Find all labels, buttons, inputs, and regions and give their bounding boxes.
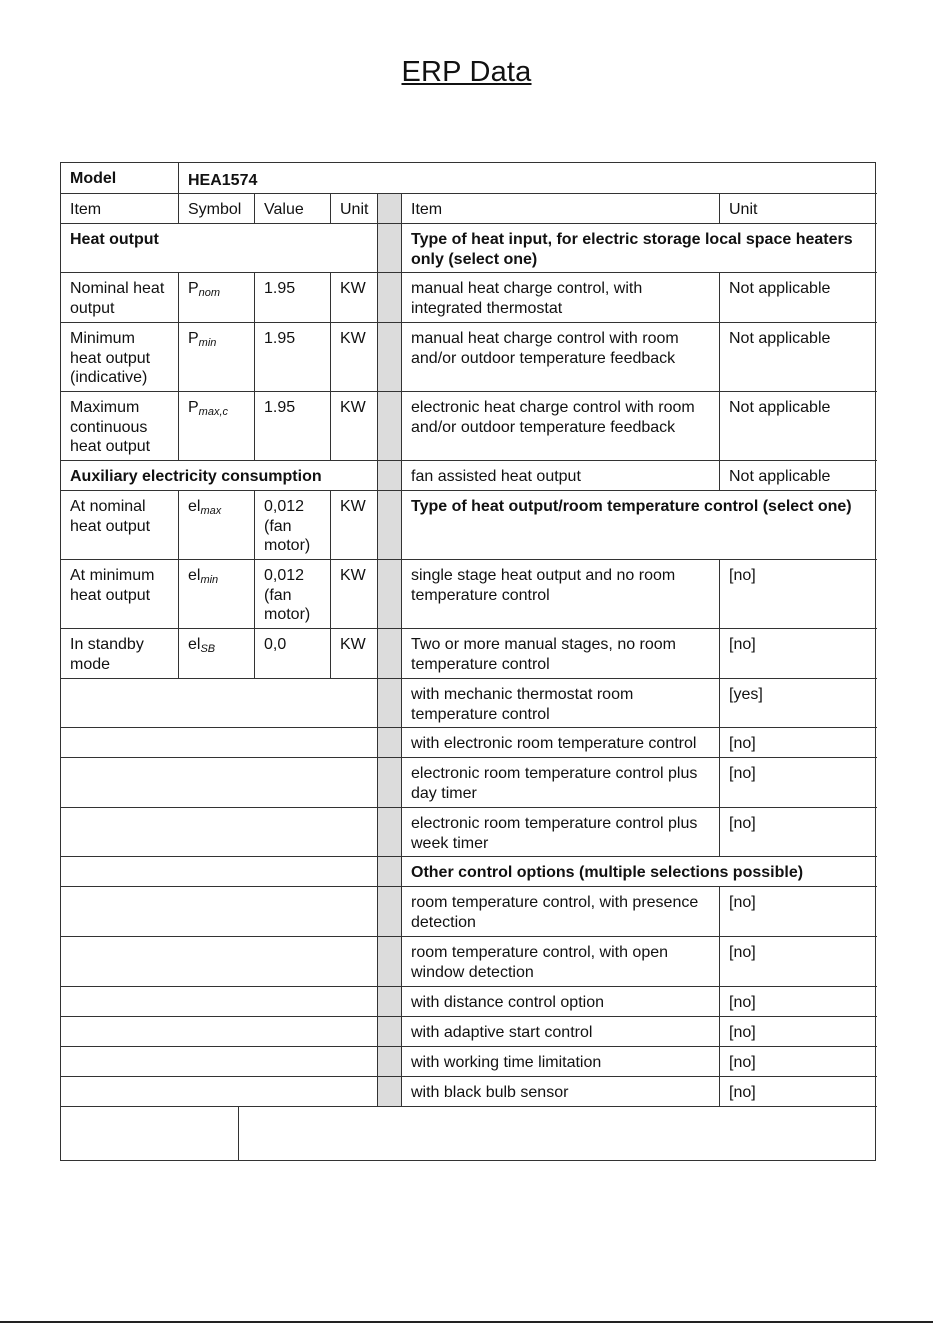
separator-cell: [378, 194, 402, 224]
model-label: Model: [61, 163, 179, 194]
left-row-unit: KW: [331, 491, 378, 560]
empty-left-cell: [61, 857, 378, 887]
heat-input-heading: Type of heat input, for electric storage local space heaters only (select one): [402, 224, 877, 273]
separator-cell: [378, 560, 402, 629]
left-row-value: 0,0: [255, 629, 331, 679]
separator-cell: [378, 629, 402, 679]
other-controls-heading: Other control options (multiple selections possible): [402, 857, 877, 887]
empty-left-cell: [61, 937, 378, 987]
header-value: Value: [255, 194, 331, 224]
separator-cell: [378, 491, 402, 560]
left-row-symbol: $el_{max}$: [179, 491, 255, 560]
separator-cell: [378, 1017, 402, 1047]
right-row-item: manual heat charge control, with integrated thermostat: [402, 273, 720, 323]
right-row-unit: Not applicable: [720, 273, 877, 323]
header-unit: Unit: [331, 194, 378, 224]
right-row-item: with working time limitation: [402, 1047, 720, 1077]
right-row-item: fan assisted heat output: [402, 461, 720, 491]
heat-output-control-heading: Type of heat output/room temperature control (select one): [402, 491, 877, 560]
right-row-item: manual heat charge control with room and/or outdoor temperature feedback: [402, 323, 720, 392]
right-row-item: electronic room temperature control plus day timer: [402, 758, 720, 808]
left-row-value: 1.95: [255, 392, 331, 461]
empty-footer-cell: [61, 1107, 239, 1160]
right-row-unit: [no]: [720, 1047, 877, 1077]
right-row-item: with adaptive start control: [402, 1017, 720, 1047]
left-row-symbol: $el_{SB}$: [179, 629, 255, 679]
separator-cell: [378, 224, 402, 273]
right-row-item: with black bulb sensor: [402, 1077, 720, 1107]
empty-left-cell: [61, 728, 378, 758]
right-row-unit: [no]: [720, 937, 877, 987]
right-row-item: electronic heat charge control with room and/or outdoor temperature feedback: [402, 392, 720, 461]
empty-left-cell: [61, 987, 378, 1017]
left-row-symbol: $P_{nom}$: [179, 273, 255, 323]
right-row-unit: Not applicable: [720, 392, 877, 461]
empty-left-cell: [61, 758, 378, 808]
left-row-unit: KW: [331, 392, 378, 461]
right-row-item: room temperature control, with open window detection: [402, 937, 720, 987]
right-row-unit: [no]: [720, 728, 877, 758]
right-row-unit: [yes]: [720, 679, 877, 728]
separator-cell: [378, 679, 402, 728]
left-row-symbol: $P_{max,c}$: [179, 392, 255, 461]
separator-cell: [378, 937, 402, 987]
empty-left-cell: [61, 679, 378, 728]
right-row-unit: Not applicable: [720, 461, 877, 491]
separator-cell: [378, 987, 402, 1017]
empty-left-cell: [61, 1017, 378, 1047]
right-row-item: single stage heat output and no room temperature control: [402, 560, 720, 629]
left-row-symbol: $el_{min}$: [179, 560, 255, 629]
right-row-item: with mechanic thermostat room temperature control: [402, 679, 720, 728]
left-row-item: Minimum heat output (indicative): [61, 323, 179, 392]
left-row-item: Maximum continuous heat output: [61, 392, 179, 461]
left-row-item: At minimum heat output: [61, 560, 179, 629]
separator-cell: [378, 273, 402, 323]
right-row-item: Two or more manual stages, no room temperature control: [402, 629, 720, 679]
right-row-unit: [no]: [720, 1077, 877, 1107]
empty-left-cell: [61, 808, 378, 857]
erp-data-table: [60, 162, 876, 1161]
separator-cell: [378, 1077, 402, 1107]
page-title: ERP Data: [401, 56, 532, 88]
right-row-item: room temperature control, with presence detection: [402, 887, 720, 937]
left-row-unit: KW: [331, 560, 378, 629]
separator-cell: [378, 392, 402, 461]
left-row-item: In standby mode: [61, 629, 179, 679]
separator-cell: [378, 728, 402, 758]
page-bottom-rule: [0, 1321, 933, 1323]
left-row-value: 1.95: [255, 273, 331, 323]
separator-cell: [378, 461, 402, 491]
empty-left-cell: [61, 887, 378, 937]
right-row-unit: [no]: [720, 629, 877, 679]
separator-cell: [378, 758, 402, 808]
model-value: HEA1574: [179, 163, 877, 194]
left-row-unit: KW: [331, 629, 378, 679]
left-row-unit: KW: [331, 323, 378, 392]
left-row-value: 0,012 (fan motor): [255, 491, 331, 560]
header-symbol: Symbol: [179, 194, 255, 224]
right-row-unit: [no]: [720, 560, 877, 629]
header-item: Item: [61, 194, 179, 224]
empty-left-cell: [61, 1047, 378, 1077]
left-row-value: 0,012 (fan motor): [255, 560, 331, 629]
heat-output-heading: Heat output: [61, 224, 378, 273]
empty-footer-cell: [239, 1107, 875, 1160]
right-row-unit: [no]: [720, 808, 877, 857]
left-row-symbol: $P_{min}$: [179, 323, 255, 392]
separator-cell: [378, 808, 402, 857]
separator-cell: [378, 1047, 402, 1077]
right-row-unit: [no]: [720, 987, 877, 1017]
separator-cell: [378, 887, 402, 937]
separator-cell: [378, 323, 402, 392]
right-row-unit: [no]: [720, 1017, 877, 1047]
right-row-unit: [no]: [720, 887, 877, 937]
left-row-item: Nominal heat output: [61, 273, 179, 323]
left-row-item: At nominal heat output: [61, 491, 179, 560]
header-unit-right: Unit: [720, 194, 877, 224]
right-row-unit: Not applicable: [720, 323, 877, 392]
right-row-unit: [no]: [720, 758, 877, 808]
separator-cell: [378, 857, 402, 887]
right-row-item: with distance control option: [402, 987, 720, 1017]
left-row-value: 1.95: [255, 323, 331, 392]
header-item-right: Item: [402, 194, 720, 224]
right-row-item: with electronic room temperature control: [402, 728, 720, 758]
left-row-unit: KW: [331, 273, 378, 323]
aux-heading: Auxiliary electricity consumption: [61, 461, 378, 491]
empty-left-cell: [61, 1077, 378, 1107]
right-row-item: electronic room temperature control plus week timer: [402, 808, 720, 857]
